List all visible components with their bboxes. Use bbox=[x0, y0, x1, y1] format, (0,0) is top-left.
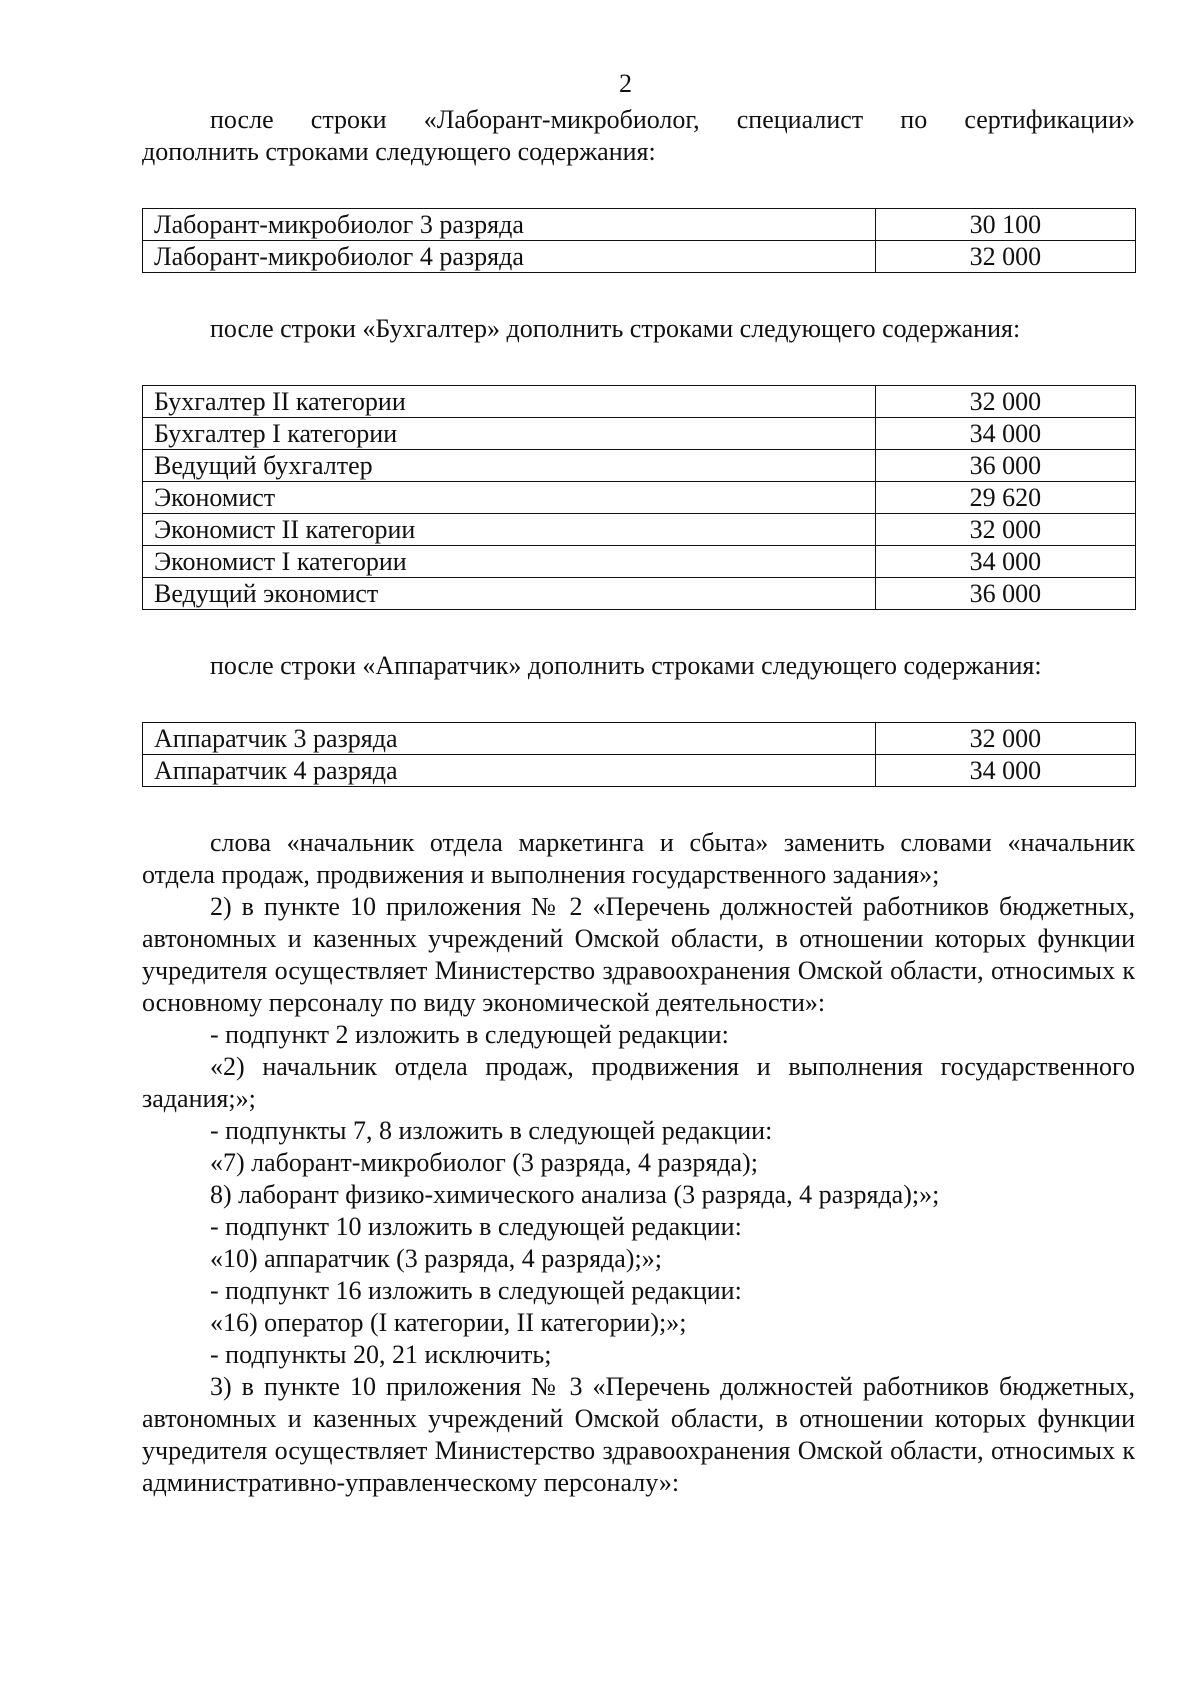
table-row bbox=[143, 450, 1136, 482]
position-name: Лаборант-микробиолог 3 разряда bbox=[143, 209, 876, 241]
table-row bbox=[143, 418, 1136, 450]
salary-amount: 29 620 bbox=[875, 482, 1135, 514]
body-text bbox=[142, 827, 1135, 1499]
paragraph-subitem-2-instruction: - подпункт 2 изложить в следующей редакции: bbox=[210, 1020, 729, 1049]
table-row bbox=[143, 514, 1136, 546]
salary-amount: 32 000 bbox=[875, 723, 1135, 755]
section1-intro-line1: после строки «Лаборант-микробиолог, специалист по сертификации» bbox=[210, 105, 1135, 134]
paragraph-replace-words: слова «начальник отдела маркетинга и сбыта» заменить словами «начальник отдела продаж, продвижения и выполнения государственного задания»; bbox=[142, 828, 1135, 889]
position-name: Бухгалтер I категории bbox=[143, 418, 876, 450]
paragraph-subitem-10-instruction: - подпункт 10 изложить в следующей редакции: bbox=[210, 1212, 742, 1241]
spacer bbox=[142, 345, 1135, 385]
table-accountant bbox=[142, 385, 1136, 610]
position-name: Аппаратчик 3 разряда bbox=[143, 723, 876, 755]
paragraph-subitems-7-8-instruction: - подпункты 7, 8 изложить в следующей редакции: bbox=[210, 1116, 773, 1145]
position-name: Лаборант-микробиолог 4 разряда bbox=[143, 241, 876, 273]
spacer bbox=[142, 168, 1135, 208]
table-row bbox=[143, 755, 1136, 787]
position-name: Бухгалтер II категории bbox=[143, 386, 876, 418]
salary-amount: 36 000 bbox=[875, 578, 1135, 610]
table-row bbox=[143, 723, 1136, 755]
position-name: Ведущий бухгалтер bbox=[143, 450, 876, 482]
position-name: Ведущий экономист bbox=[143, 578, 876, 610]
paragraph-subitem-16-text: «16) оператор (I категории, II категории);»; bbox=[210, 1308, 687, 1337]
section1-intro-line2: дополнить строками следующего содержания: bbox=[142, 137, 656, 166]
table-row bbox=[143, 546, 1136, 578]
salary-amount: 36 000 bbox=[875, 450, 1135, 482]
paragraph-item-3: 3) в пункте 10 приложения № 3 «Перечень должностей работников бюджетных, автономных и казенных учреждений Омской области, в отношении которых функции учредителя осуществляет Министерство здравоохранения Омской области, относимых к административно-управленческому персоналу»: bbox=[142, 1372, 1135, 1497]
page-number: 2 bbox=[619, 69, 632, 98]
spacer bbox=[142, 273, 1135, 313]
salary-amount: 34 000 bbox=[875, 755, 1135, 787]
position-name: Экономист II категории bbox=[143, 514, 876, 546]
section3-intro: после строки «Аппаратчик» дополнить строками следующего содержания: bbox=[210, 651, 1042, 680]
table-row bbox=[143, 386, 1136, 418]
table-row bbox=[143, 482, 1136, 514]
salary-amount: 34 000 bbox=[875, 546, 1135, 578]
spacer bbox=[142, 787, 1135, 827]
position-name: Экономист I категории bbox=[143, 546, 876, 578]
table-row bbox=[143, 209, 1136, 241]
salary-amount: 32 000 bbox=[875, 386, 1135, 418]
table-laborant bbox=[142, 208, 1136, 273]
paragraph-subitem-7-text: «7) лаборант-микробиолог (3 разряда, 4 разряда); bbox=[210, 1148, 758, 1177]
paragraph-subitem-10-text: «10) аппаратчик (3 разряда, 4 разряда);»; bbox=[210, 1244, 662, 1273]
salary-amount: 34 000 bbox=[875, 418, 1135, 450]
spacer bbox=[142, 682, 1135, 722]
paragraph-item-2: 2) в пункте 10 приложения № 2 «Перечень должностей работников бюджетных, автономных и казенных учреждений Омской области, в отношении которых функции учредителя осуществляет Министерство здравоохранения Омской области, относимых к основному персоналу по виду экономической деятельности»: bbox=[142, 892, 1135, 1017]
table-row bbox=[143, 241, 1136, 273]
table-operator bbox=[142, 722, 1136, 787]
paragraph-subitem-8-text: 8) лаборант физико-химического анализа (3 разряда, 4 разряда);»; bbox=[210, 1180, 940, 1209]
paragraph-subitems-20-21-exclude: - подпункты 20, 21 исключить; bbox=[210, 1340, 552, 1369]
spacer bbox=[142, 610, 1135, 650]
paragraph-subitem-2-text: «2) начальник отдела продаж, продвижения и выполнения государственного задания;»; bbox=[142, 1052, 1135, 1113]
salary-amount: 32 000 bbox=[875, 241, 1135, 273]
table-row bbox=[143, 578, 1136, 610]
paragraph-subitem-16-instruction: - подпункт 16 изложить в следующей редакции: bbox=[210, 1276, 742, 1305]
salary-amount: 30 100 bbox=[875, 209, 1135, 241]
position-name: Экономист bbox=[143, 482, 876, 514]
position-name: Аппаратчик 4 разряда bbox=[143, 755, 876, 787]
salary-amount: 32 000 bbox=[875, 514, 1135, 546]
section2-intro: после строки «Бухгалтер» дополнить строками следующего содержания: bbox=[210, 314, 1021, 343]
